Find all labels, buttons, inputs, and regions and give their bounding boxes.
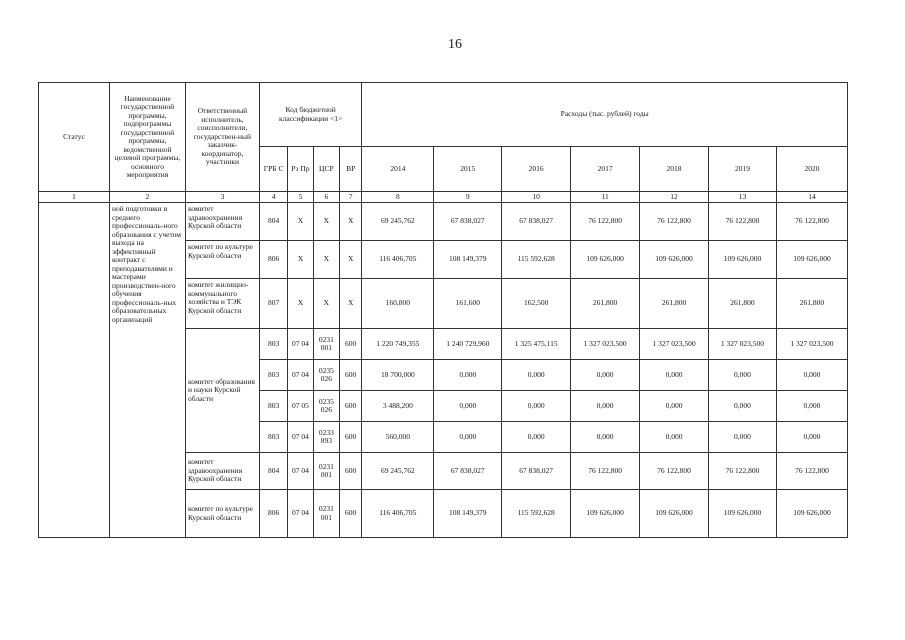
executor-cell: комитет здравоохранения Курской области — [185, 203, 259, 241]
value-cell: 1 327 023,500 — [708, 329, 776, 360]
value-cell: 109 626,000 — [708, 490, 776, 538]
value-cell: 109 626,000 — [776, 490, 847, 538]
rzpr-cell: 07 04 — [288, 490, 313, 538]
value-cell: 160,800 — [362, 279, 434, 329]
header-csr: ЦСР — [313, 147, 339, 192]
value-cell: 0,000 — [776, 360, 847, 391]
value-cell: 1 220 749,355 — [362, 329, 434, 360]
rzpr-cell: 07 05 — [288, 391, 313, 422]
column-number: 1 — [39, 192, 110, 203]
executor-cell: комитет по культуре Курской области — [185, 490, 259, 538]
header-year: 2014 — [362, 147, 434, 192]
status-cell — [39, 203, 110, 538]
executor-cell: комитет по культуре Курской области — [185, 241, 259, 279]
header-rzpr: Рз Пр — [288, 147, 313, 192]
value-cell: 261,800 — [708, 279, 776, 329]
column-number: 12 — [640, 192, 709, 203]
value-cell: 0,000 — [640, 422, 709, 453]
value-cell: 115 592,628 — [502, 490, 571, 538]
header-grbs: ГРБ С — [259, 147, 287, 192]
column-number: 4 — [259, 192, 287, 203]
value-cell: 0,000 — [502, 422, 571, 453]
csr-cell: 0233 893 — [313, 422, 339, 453]
header-vr: ВР — [340, 147, 362, 192]
value-cell: 0,000 — [502, 391, 571, 422]
column-number: 7 — [340, 192, 362, 203]
value-cell: 0,000 — [434, 360, 502, 391]
value-cell: 162,500 — [502, 279, 571, 329]
column-number: 3 — [185, 192, 259, 203]
vr-cell: 600 — [340, 453, 362, 490]
column-number: 5 — [288, 192, 313, 203]
csr-cell: X — [313, 203, 339, 241]
value-cell: 109 626,000 — [640, 490, 709, 538]
csr-cell: 0235 026 — [313, 360, 339, 391]
value-cell: 109 626,000 — [640, 241, 709, 279]
rzpr-cell: 07 04 — [288, 329, 313, 360]
vr-cell: 600 — [340, 422, 362, 453]
value-cell: 109 626,000 — [708, 241, 776, 279]
executor-cell: комитет образования и науки Курской области — [185, 329, 259, 453]
value-cell: 161,600 — [434, 279, 502, 329]
header-year: 2019 — [708, 147, 776, 192]
value-cell: 261,800 — [776, 279, 847, 329]
column-number: 13 — [708, 192, 776, 203]
rzpr-cell: 07 04 — [288, 422, 313, 453]
header-year: 2015 — [434, 147, 502, 192]
value-cell: 1 325 475,115 — [502, 329, 571, 360]
value-cell: 0,000 — [434, 391, 502, 422]
vr-cell: X — [340, 241, 362, 279]
page-number: 16 — [448, 37, 462, 52]
rzpr-cell: X — [288, 279, 313, 329]
value-cell: 76 122,800 — [640, 453, 709, 490]
value-cell: 109 626,000 — [571, 241, 640, 279]
header-year: 2020 — [776, 147, 847, 192]
csr-cell: X — [313, 279, 339, 329]
header-expenses: Расходы (тыс. рублей) годы — [362, 83, 848, 147]
header-program-name: Наименование государственной программы, подпрограммы государственной программы, ведомственной целевой программы, основного мероприятия — [109, 83, 185, 192]
value-cell: 0,000 — [708, 360, 776, 391]
grbs-cell: 803 — [259, 329, 287, 360]
column-number: 6 — [313, 192, 339, 203]
value-cell: 0,000 — [571, 422, 640, 453]
value-cell: 108 149,379 — [434, 241, 502, 279]
grbs-cell: 806 — [259, 241, 287, 279]
column-number: 9 — [434, 192, 502, 203]
value-cell: 76 122,800 — [776, 453, 847, 490]
grbs-cell: 804 — [259, 203, 287, 241]
csr-cell: 0231 001 — [313, 453, 339, 490]
value-cell: 0,000 — [571, 391, 640, 422]
value-cell: 67 838,027 — [434, 453, 502, 490]
header-budget-code: Код бюджетной классификации <1> — [259, 83, 361, 147]
value-cell: 1 327 023,500 — [571, 329, 640, 360]
rzpr-cell: 07 04 — [288, 453, 313, 490]
header-responsible: Ответственный исполнитель, соисполнители, государствен-ный заказчик-координатор, участники — [185, 83, 259, 192]
value-cell: 0,000 — [434, 422, 502, 453]
value-cell: 76 122,800 — [640, 203, 709, 241]
value-cell: 116 406,705 — [362, 490, 434, 538]
value-cell: 67 838,027 — [502, 453, 571, 490]
value-cell: 109 626,000 — [571, 490, 640, 538]
value-cell: 0,000 — [708, 391, 776, 422]
header-year: 2018 — [640, 147, 709, 192]
value-cell: 76 122,800 — [571, 453, 640, 490]
vr-cell: 600 — [340, 360, 362, 391]
column-number: 8 — [362, 192, 434, 203]
value-cell: 109 626,000 — [776, 241, 847, 279]
csr-cell: 0231 001 — [313, 490, 339, 538]
value-cell: 67 838,027 — [434, 203, 502, 241]
value-cell: 1 240 729,960 — [434, 329, 502, 360]
executor-cell: комитет здравоохранения Курской области — [185, 453, 259, 490]
value-cell: 108 149,379 — [434, 490, 502, 538]
value-cell: 3 488,200 — [362, 391, 434, 422]
value-cell: 261,800 — [571, 279, 640, 329]
rzpr-cell: 07 04 — [288, 360, 313, 391]
grbs-cell: 803 — [259, 391, 287, 422]
value-cell: 76 122,800 — [776, 203, 847, 241]
header-year: 2017 — [571, 147, 640, 192]
budget-table — [38, 82, 848, 538]
header-year: 2016 — [502, 147, 571, 192]
header-status: Статус — [39, 83, 110, 192]
value-cell: 1 327 023,500 — [640, 329, 709, 360]
value-cell: 67 838,027 — [502, 203, 571, 241]
value-cell: 18 700,000 — [362, 360, 434, 391]
grbs-cell: 807 — [259, 279, 287, 329]
value-cell: 76 122,800 — [571, 203, 640, 241]
vr-cell: X — [340, 203, 362, 241]
column-number: 11 — [571, 192, 640, 203]
grbs-cell: 806 — [259, 490, 287, 538]
value-cell: 261,800 — [640, 279, 709, 329]
program-name-cell: ной подготовки и среднего профессиональ-ного образования с учетом выхода на эффективный контракт с преподавателями и мастерами производствен-ного обучения профессиональ-ных образовательных организаций — [109, 203, 185, 538]
rzpr-cell: X — [288, 203, 313, 241]
column-number: 14 — [776, 192, 847, 203]
value-cell: 69 245,762 — [362, 203, 434, 241]
value-cell: 76 122,800 — [708, 203, 776, 241]
value-cell: 0,000 — [571, 360, 640, 391]
csr-cell: X — [313, 241, 339, 279]
grbs-cell: 803 — [259, 422, 287, 453]
column-number: 2 — [109, 192, 185, 203]
value-cell: 0,000 — [640, 360, 709, 391]
vr-cell: X — [340, 279, 362, 329]
grbs-cell: 803 — [259, 360, 287, 391]
csr-cell: 0235 026 — [313, 391, 339, 422]
value-cell: 69 245,762 — [362, 453, 434, 490]
value-cell: 115 592,628 — [502, 241, 571, 279]
grbs-cell: 804 — [259, 453, 287, 490]
value-cell: 0,000 — [708, 422, 776, 453]
vr-cell: 600 — [340, 391, 362, 422]
rzpr-cell: X — [288, 241, 313, 279]
value-cell: 76 122,800 — [708, 453, 776, 490]
value-cell: 1 327 023,500 — [776, 329, 847, 360]
value-cell: 0,000 — [776, 391, 847, 422]
table-row — [39, 203, 848, 241]
value-cell: 0,000 — [776, 422, 847, 453]
value-cell: 0,000 — [640, 391, 709, 422]
vr-cell: 600 — [340, 490, 362, 538]
vr-cell: 600 — [340, 329, 362, 360]
executor-cell: комитет жилищно-коммунального хозяйства и ТЭК Курской области — [185, 279, 259, 329]
value-cell: 560,000 — [362, 422, 434, 453]
csr-cell: 0231 001 — [313, 329, 339, 360]
value-cell: 0,000 — [502, 360, 571, 391]
column-number: 10 — [502, 192, 571, 203]
value-cell: 116 406,705 — [362, 241, 434, 279]
